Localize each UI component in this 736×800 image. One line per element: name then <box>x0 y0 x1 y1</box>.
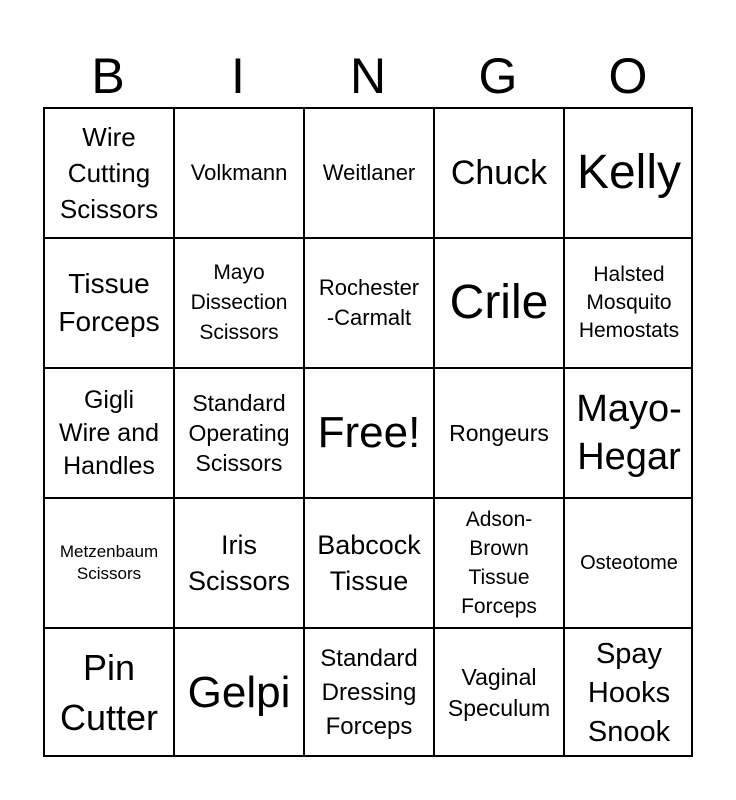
bingo-grid <box>43 107 693 757</box>
bingo-cell-label: Wire Cutting Scissors <box>59 122 159 224</box>
bingo-cell-label: Tissue Forceps <box>58 268 160 337</box>
bingo-cell[interactable] <box>433 627 563 757</box>
bingo-cell[interactable] <box>303 627 433 757</box>
bingo-cell-label: Mayo- Hegar <box>576 388 682 478</box>
bingo-cell-label: Standard Operating Scissors <box>188 390 290 476</box>
bingo-cell[interactable] <box>563 627 693 757</box>
bingo-cell-label: Weitlaner <box>322 160 416 185</box>
bingo-cell-label: Spay Hooks Snook <box>587 637 671 748</box>
bingo-cell-label: Mayo Dissection Scissors <box>190 261 288 344</box>
bingo-cell[interactable] <box>433 497 563 627</box>
bingo-cell-label: Gigli Wire and Handles <box>58 385 160 480</box>
bingo-cell[interactable] <box>43 627 173 757</box>
bingo-cell[interactable] <box>563 367 693 497</box>
bingo-cell-label: Kelly <box>576 146 682 199</box>
bingo-cell[interactable] <box>563 237 693 367</box>
bingo-cell-label: Babcock Tissue <box>317 530 421 596</box>
bingo-cell-label: Chuck <box>450 154 548 192</box>
bingo-cell[interactable] <box>173 497 303 627</box>
bingo-cell-label: Halsted Mosquito Hemostats <box>578 263 680 342</box>
header-letter-i: I <box>231 48 245 104</box>
bingo-cell[interactable] <box>173 237 303 367</box>
bingo-cell[interactable] <box>173 107 303 237</box>
bingo-cell-label: Rongeurs <box>449 420 549 446</box>
bingo-cell[interactable] <box>43 107 173 237</box>
bingo-cell[interactable] <box>43 237 173 367</box>
bingo-cell-label: Crile <box>449 276 549 329</box>
header-letter-b: B <box>91 48 125 104</box>
bingo-cell-label: Gelpi <box>187 668 291 717</box>
bingo-cell[interactable] <box>303 367 433 497</box>
header-letter-n: N <box>349 48 387 104</box>
bingo-cell[interactable] <box>433 107 563 237</box>
bingo-cell[interactable] <box>563 497 693 627</box>
bingo-header <box>43 45 693 107</box>
bingo-cell-label: Osteotome <box>580 552 678 574</box>
bingo-cell-label: Metzenbaum Scissors <box>59 542 159 583</box>
bingo-cell[interactable] <box>173 367 303 497</box>
bingo-cell[interactable] <box>303 497 433 627</box>
bingo-cell-label: Volkmann <box>190 160 288 185</box>
bingo-cell-label: Rochester -Carmalt <box>318 275 420 330</box>
bingo-cell[interactable] <box>303 237 433 367</box>
bingo-cell-label: Standard Dressing Forceps <box>320 645 418 740</box>
bingo-cell[interactable] <box>563 107 693 237</box>
bingo-cell[interactable] <box>43 367 173 497</box>
bingo-cell[interactable] <box>433 367 563 497</box>
bingo-cell-label: Adson- Brown Tissue Forceps <box>461 508 537 618</box>
bingo-cell[interactable] <box>433 237 563 367</box>
bingo-cell[interactable] <box>43 497 173 627</box>
header-letter-g: G <box>478 48 518 104</box>
bingo-cell[interactable] <box>173 627 303 757</box>
header-letter-o: O <box>608 48 648 104</box>
bingo-cell-label: Vaginal Speculum <box>447 664 551 721</box>
bingo-cell-label: Iris Scissors <box>187 530 290 596</box>
bingo-cell-label: Free! <box>317 408 421 457</box>
bingo-cell-label: Pin Cutter <box>59 647 159 738</box>
bingo-cell[interactable] <box>303 107 433 237</box>
